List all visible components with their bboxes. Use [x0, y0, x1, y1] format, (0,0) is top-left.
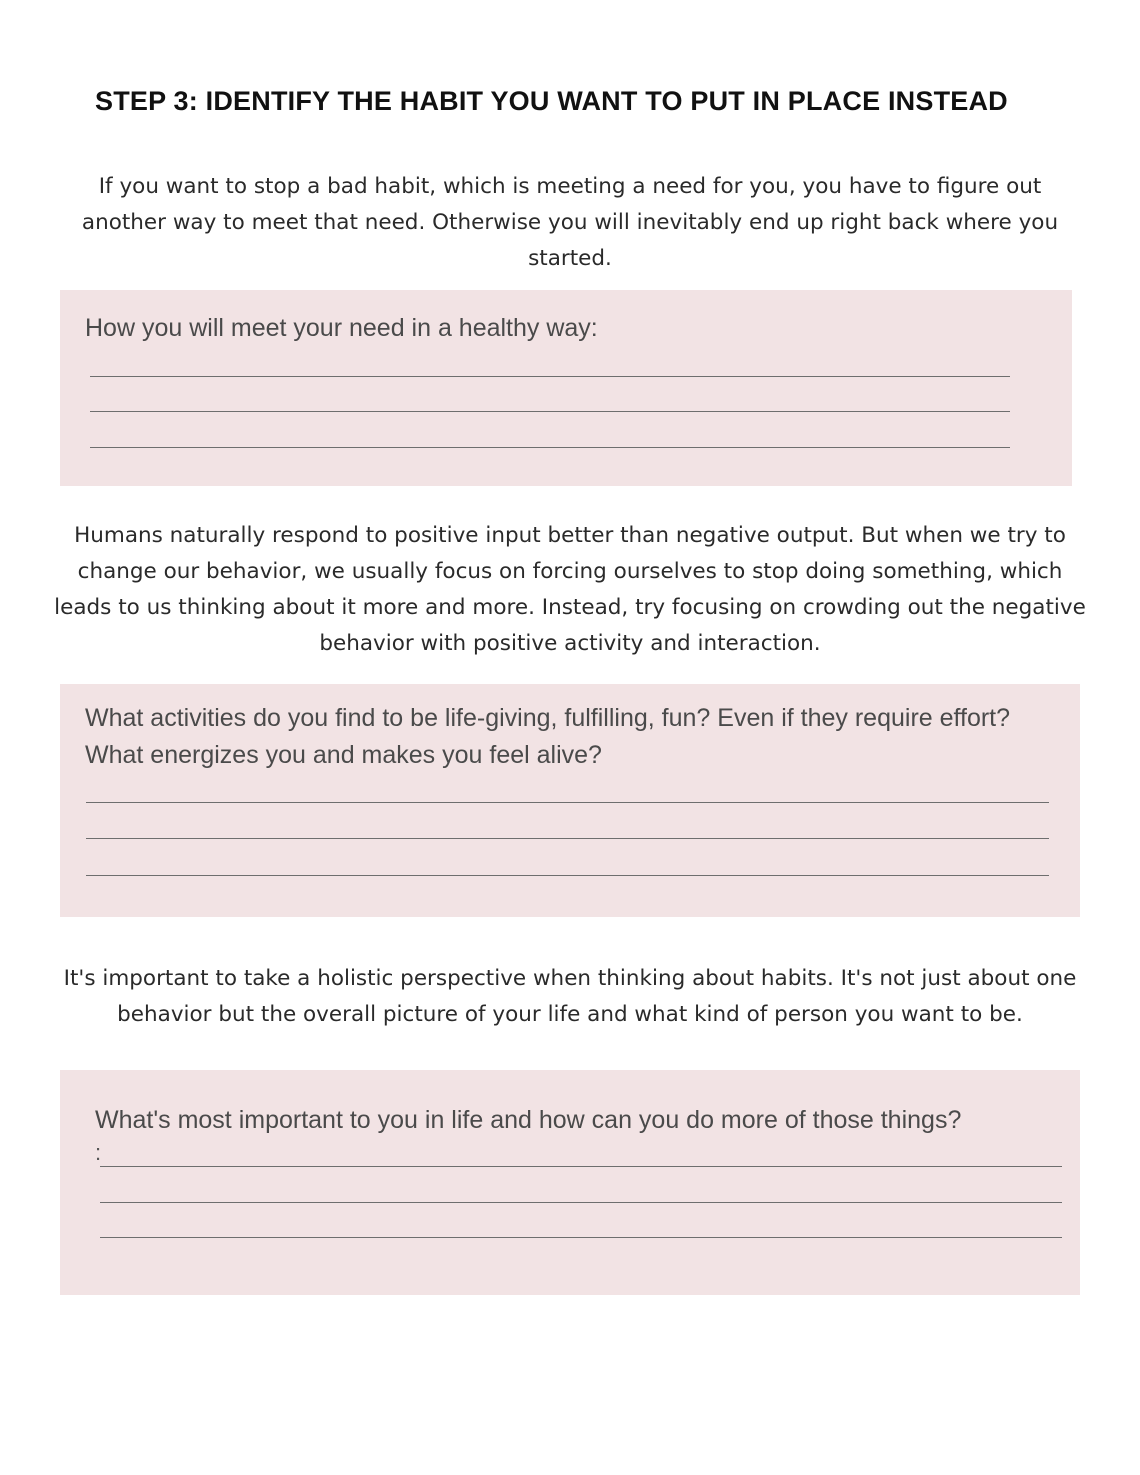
writing-line[interactable]	[100, 1202, 1062, 1203]
writing-line[interactable]	[90, 447, 1010, 448]
writing-line[interactable]	[86, 802, 1049, 803]
priorities-question: What's most important to you in life and how can you do more of those things?	[95, 1106, 962, 1134]
priorities-box	[60, 1070, 1080, 1295]
writing-line[interactable]	[90, 376, 1010, 377]
page-title: STEP 3: IDENTIFY THE HABIT YOU WANT TO PUT IN PLACE INSTEAD	[95, 86, 1008, 116]
activities-box	[60, 684, 1080, 917]
healthy-need-question: How you will meet your need in a healthy way:	[85, 314, 598, 342]
writing-line[interactable]	[100, 1237, 1062, 1238]
activities-question: What activities do you find to be life-giving, fulfilling, fun? Even if they require effort? What energizes you and makes you feel alive?	[85, 704, 1011, 769]
writing-line[interactable]	[90, 411, 1010, 412]
writing-line[interactable]	[100, 1166, 1062, 1167]
holistic-paragraph: It's important to take a holistic perspective when thinking about habits. It's not just about one behavior but the overall picture of your life and what kind of person you want to be.	[63, 966, 1077, 1027]
writing-line[interactable]	[86, 838, 1049, 839]
healthy-need-box	[60, 290, 1072, 486]
positive-input-paragraph: Humans naturally respond to positive input better than negative output. But when we try to change our behavior, we usually focus on forcing ourselves to stop doing something, which leads to us thinking about it more and more. Instead, try focusing on crowding out the negative behavior with positive activity and interaction.	[54, 523, 1086, 656]
writing-line[interactable]	[86, 875, 1049, 876]
intro-paragraph: If you want to stop a bad habit, which is meeting a need for you, you have to figure out another way to meet that need. Otherwise you will inevitably end up right back where you started.	[81, 174, 1059, 271]
line-leader-colon: :	[95, 1140, 102, 1165]
